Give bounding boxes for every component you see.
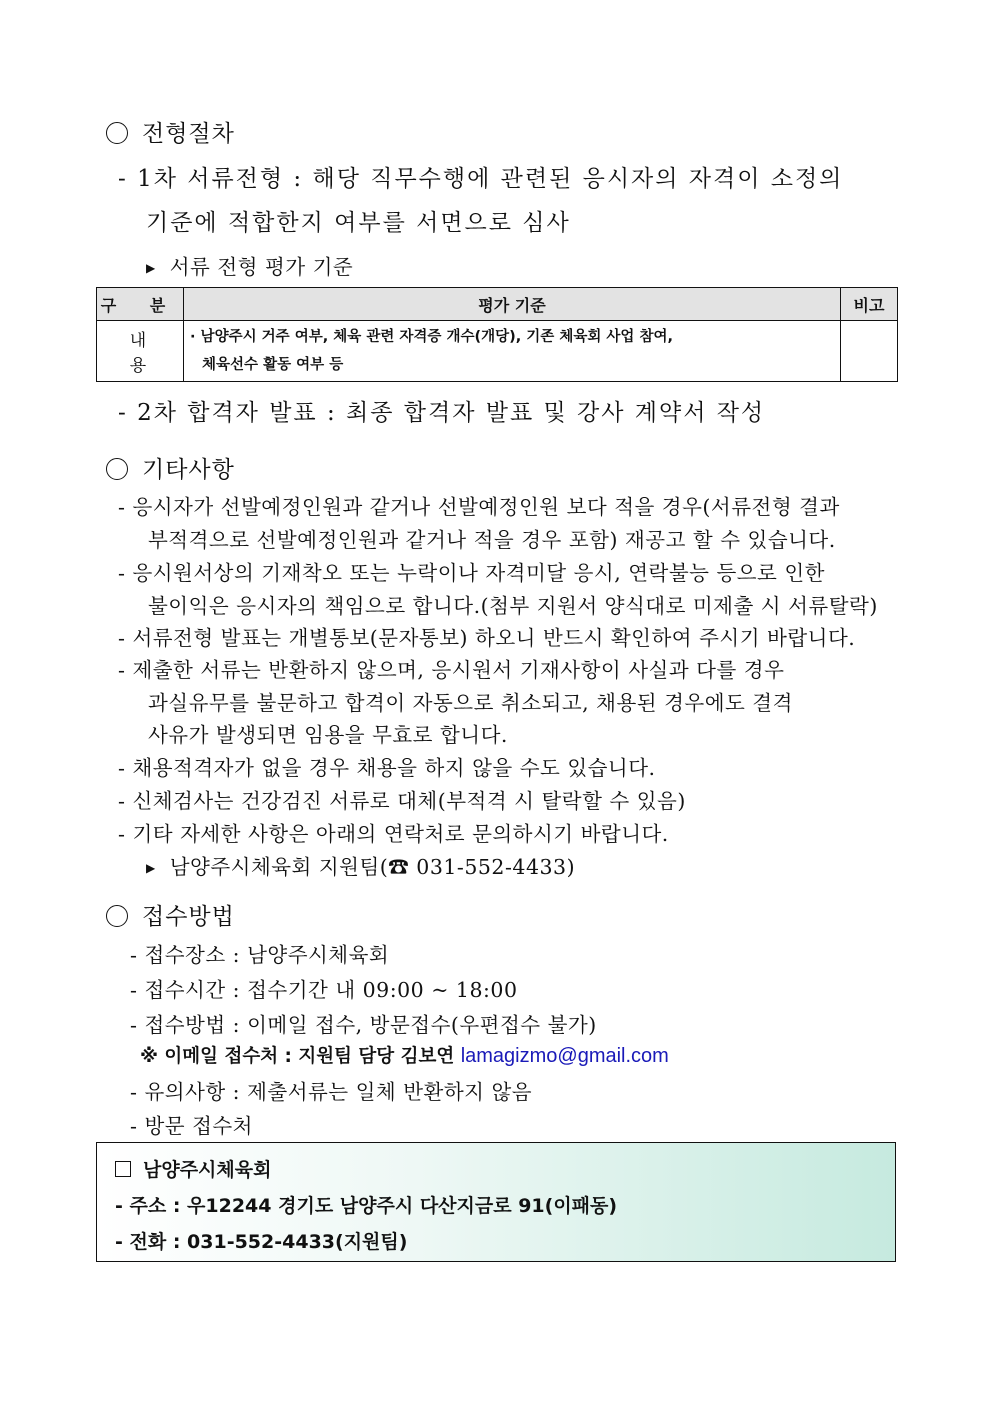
misc-line: - 신체검사는 건강검진 서류로 대체(부적격 시 탈락할 수 있음)	[118, 789, 686, 813]
misc-line: 불이익은 응시자의 책임으로 합니다.(첨부 지원서 양식대로 미제출 시 서류탈락)	[148, 594, 878, 618]
procedure-step2: - 2차 합격자 발표 : 최종 합격자 발표 및 강사 계약서 작성	[118, 400, 766, 426]
office-info-box	[96, 1142, 896, 1262]
misc-line: - 응시자가 선발예정인원과 같거나 선발예정인원 보다 적을 경우(서류전형 결과	[118, 495, 840, 519]
table-header-note: 비고	[841, 288, 898, 321]
misc-line: - 서류전형 발표는 개별통보(문자통보) 하오니 반드시 확인하여 주시기 바랍니다.	[118, 626, 856, 650]
email-line	[140, 1042, 669, 1068]
misc-line: - 채용적격자가 없을 경우 채용을 하지 않을 수도 있습니다.	[118, 756, 656, 780]
procedure-step1: - 1차 서류전형 : 해당 직무수행에 관련된 응시자의 자격이 소정의	[118, 166, 844, 192]
table-header-row	[97, 288, 898, 321]
submission-line: - 접수장소 : 남양주시체육회	[130, 943, 390, 967]
misc-line: - 기타 자세한 사항은 아래의 연락처로 문의하시기 바랍니다.	[118, 822, 669, 846]
section-heading-misc: 기타사항	[106, 451, 235, 484]
email-label: ※ 이메일 접수처 : 지원팀 담당 김보연	[140, 1046, 455, 1067]
circle-bullet-icon	[106, 458, 128, 480]
procedure-step1-cont: 기준에 적합한지 여부를 서면으로 심사	[146, 210, 571, 236]
submission-line: - 접수방법 : 이메일 접수, 방문접수(우편접수 불가)	[130, 1013, 597, 1037]
criteria-subheading: ▶ 서류 전형 평가 기준	[146, 255, 354, 279]
misc-line: - 응시원서상의 기재착오 또는 누락이나 자격미달 응시, 연락불능 등으로 인한	[118, 561, 825, 585]
office-phone: - 전화 : 031-552-4433(지원팀)	[115, 1231, 408, 1253]
table-row-content: · 남양주시 거주 여부, 체육 관련 자격증 개수(개당), 기존 체육회 사업 참여, 체육선수 활동 여부 등	[184, 321, 841, 382]
checkbox-icon	[115, 1161, 131, 1177]
submission-line: - 유의사항 : 제출서류는 일체 반환하지 않음	[130, 1080, 533, 1104]
section-heading-procedure: 전형절차	[106, 115, 235, 148]
section-heading-submission: 접수방법	[106, 898, 235, 931]
criteria-table	[96, 287, 898, 382]
table-header-criteria: 평가 기준	[184, 288, 841, 321]
table-header-category: 구 분	[97, 288, 184, 321]
office-address: - 주소 : 우12244 경기도 남양주시 다산지금로 91(이패동)	[115, 1195, 618, 1217]
table-row-label: 내 용	[97, 321, 184, 382]
table-row	[97, 321, 898, 382]
submission-line: - 접수시간 : 접수기간 내 09:00 ~ 18:00	[130, 978, 518, 1002]
submission-line: - 방문 접수처	[130, 1114, 253, 1138]
circle-bullet-icon	[106, 905, 128, 927]
misc-line: 사유가 발생되면 임용을 무효로 합니다.	[148, 723, 508, 747]
misc-line: 부적격으로 선발예정인원과 같거나 적을 경우 포함) 재공고 할 수 있습니다.	[148, 528, 836, 552]
triangle-bullet-icon: ▶	[146, 261, 156, 275]
misc-line: 과실유무를 불문하고 합격이 자동으로 취소되고, 채용된 경우에도 결격	[148, 691, 793, 715]
triangle-bullet-icon: ▶	[146, 861, 156, 875]
office-title: 남양주시체육회	[115, 1155, 271, 1182]
email-link[interactable]: lamagizmo@gmail.com	[460, 1045, 669, 1067]
circle-bullet-icon	[106, 122, 128, 144]
misc-line: - 제출한 서류는 반환하지 않으며, 응시원서 기재사항이 사실과 다를 경우	[118, 658, 785, 682]
table-row-note	[841, 321, 898, 382]
misc-contact: ▶ 남양주시체육회 지원팀(☎ 031-552-4433)	[146, 855, 576, 879]
